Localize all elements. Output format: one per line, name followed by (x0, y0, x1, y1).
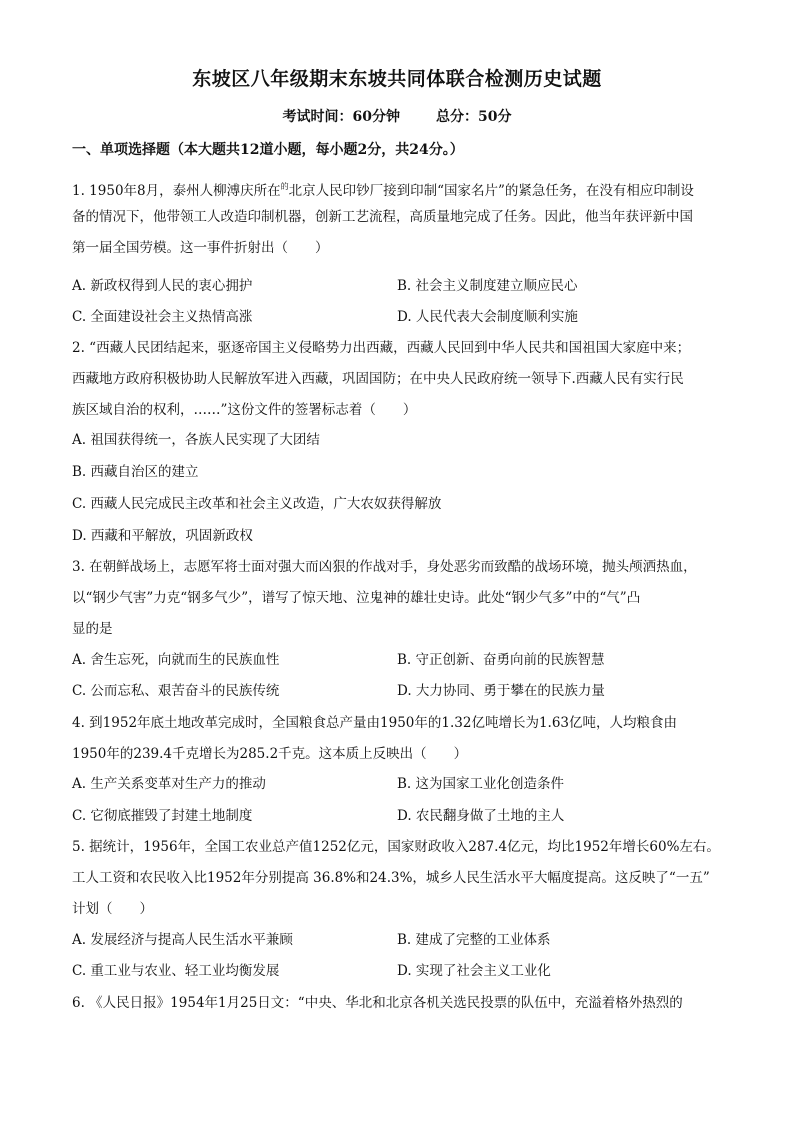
question-line: 计划（ ） (72, 901, 153, 917)
option-b[interactable]: B. 这为国家工业化创造条件 (397, 776, 565, 792)
option-c[interactable]: C. 它彻底摧毁了封建土地制度 (72, 808, 253, 824)
question-line: 2. “西藏人民团结起来，驱逐帝国主义侵略势力出西藏，西藏人民回到中华人民共和国祖国大家庭中来； (72, 340, 691, 356)
question-line: 1. 1950年8月，泰州人柳溥庆所在$^的$北京人民印钞厂接到印制“国家名片”的紧急任务，在没有相应印制设 (72, 182, 694, 199)
question-2 (72, 333, 732, 426)
option-a[interactable]: A. 祖国获得统一，各族人民实现了大团结 (72, 432, 320, 448)
question-line: 3. 在朝鲜战场上，志愿军将士面对强大而凶狠的作战对手，身处恶劣而致酷的战场环境，抛头颅洒热血， (72, 559, 697, 575)
option-b[interactable]: B. 社会主义制度建立顺应民心 (397, 278, 578, 294)
question-line: 备的情况下，他带领工人改造印制机器，创新工艺流程，高质量地完成了任务。因此，他当年获评新中国 (72, 209, 693, 225)
inserted-char: 的 (280, 182, 289, 191)
question-line: 以“钢少气害”力克“钢多气少”，谱写了惊天地、泣鬼神的雄壮史诗。此处“钢少气多”中的“气”凸 (72, 590, 641, 606)
exam-time: 考试时间：60分钟 (282, 109, 400, 125)
option-d[interactable]: D. 人民代表大会制度顺利实施 (397, 309, 578, 325)
question-5 (72, 832, 732, 925)
option-c[interactable]: C. 全面建设社会主义热情高涨 (72, 309, 253, 325)
question-4 (72, 708, 732, 770)
question-6 (72, 988, 732, 1019)
exam-meta (0, 106, 794, 126)
question-line: 显的是 (72, 621, 113, 637)
section-heading: 一、单项选择题（本大题共12道小题，每小题2分，共24分。） (72, 142, 464, 158)
option-c[interactable]: C. 公而忘私、艰苦奋斗的民族传统 (72, 683, 280, 699)
option-b[interactable]: B. 建成了完整的工业体系 (397, 932, 551, 948)
option-d[interactable]: D. 农民翻身做了土地的主人 (397, 808, 565, 824)
option-a[interactable]: A. 舍生忘死，向就而生的民族血性 (72, 652, 280, 668)
option-b[interactable]: B. 西藏自治区的建立 (72, 464, 199, 480)
option-a[interactable]: A. 生产关系变革对生产力的推动 (72, 776, 266, 792)
question-1 (72, 171, 732, 264)
question-line: 1950年的239.4千克增长为285.2千克。这本质上反映出（ ） (72, 746, 468, 762)
exam-score: 总分：50分 (436, 109, 512, 125)
question-line: 族区域自治的权利，……”这份文件的签署标志着（ ） (72, 402, 417, 418)
question-line: 5. 据统计，1956年，全国工农业总产值1252亿元，国家财政收入287.4亿元，均比1952年增长60%左右。 (72, 839, 720, 855)
question-line: 西藏地方政府积极协助人民解放军进入西藏，巩固国防；在中央人民政府统一领导下.西藏人民有实行民 (72, 371, 684, 387)
question-line: 第一届全国劳模。这一事件折射出（ ） (72, 240, 329, 256)
option-d[interactable]: D. 大力协同、勇于攀在的民族力量 (397, 683, 605, 699)
option-d[interactable]: D. 西藏和平解放，巩固新政权 (72, 528, 253, 544)
option-a[interactable]: A. 新政权得到人民的衷心拥护 (72, 278, 253, 294)
option-b[interactable]: B. 守正创新、奋勇向前的民族智慧 (397, 652, 605, 668)
option-c[interactable]: C. 重工业与农业、轻工业均衡发展 (72, 963, 280, 979)
exam-title: 东坡区八年级期末东坡共同体联合检测历史试题 (192, 68, 602, 90)
option-a[interactable]: A. 发展经济与提高人民生活水平兼顾 (72, 932, 293, 948)
question-line: 工人工资和农民收入比1952年分别提高 36.8%和24.3%，城乡人民生活水平大幅度提高。这反映了“一五” (72, 870, 710, 886)
question-3 (72, 552, 732, 645)
question-line: 4. 到1952年底土地改革完成时，全国粮食总产量由1950年的1.32亿吨增长为1.63亿吨，人均粮食由 (72, 715, 678, 731)
option-c[interactable]: C. 西藏人民完成民主改革和社会主义改造，广大农奴获得解放 (72, 496, 442, 512)
question-line: 6. 《人民日报》1954年1月25日文：“中央、华北和北京各机关选民投票的队伍中，充溢着格外热烈的 (72, 995, 683, 1011)
option-d[interactable]: D. 实现了社会主义工业化 (397, 963, 551, 979)
